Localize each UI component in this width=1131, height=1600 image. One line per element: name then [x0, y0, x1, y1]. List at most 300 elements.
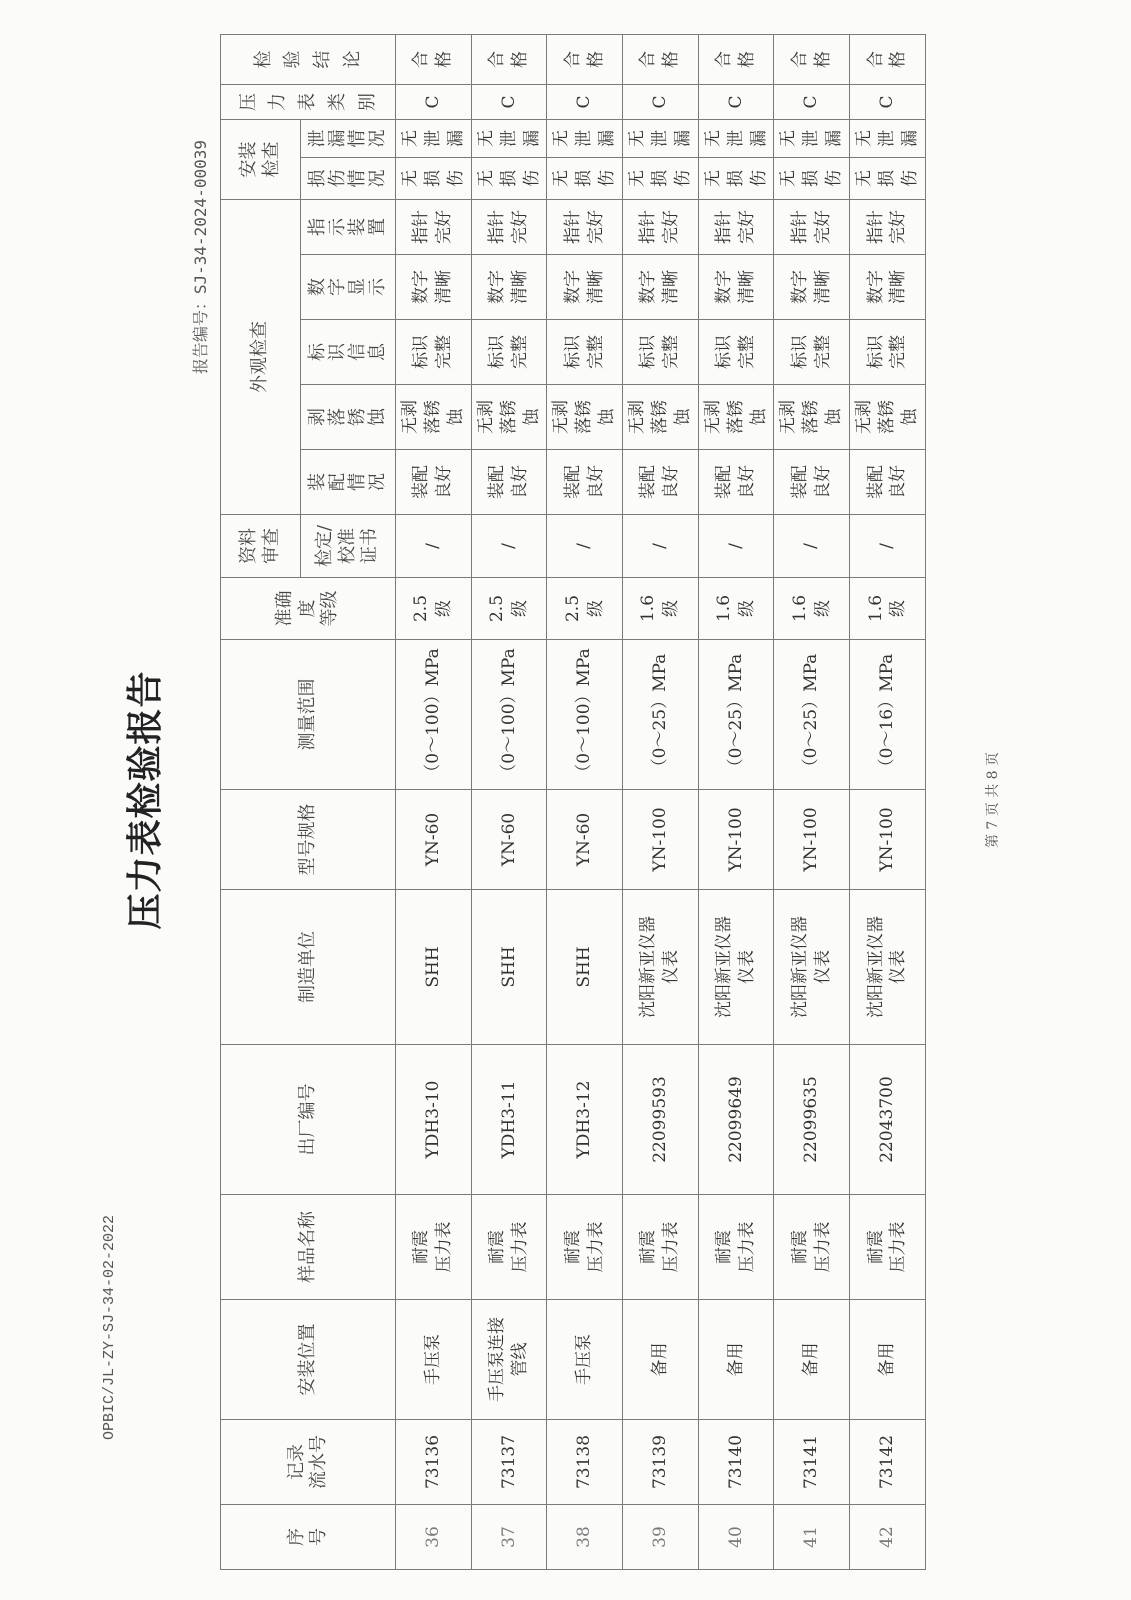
header-manufacturer: [221, 890, 396, 1045]
sample-name-value: 耐震 压力表: [789, 1221, 833, 1273]
table-header: [221, 34, 396, 1569]
assembly-value: 装配良好: [714, 465, 758, 499]
damage-value: 无损伤: [854, 169, 920, 187]
cell-leakage: [850, 119, 926, 157]
cell-damage: [471, 157, 547, 199]
cell-sample-name: [396, 1195, 472, 1300]
cell-factory-number: [471, 1045, 547, 1195]
header-assembly-text: 装配情况: [306, 473, 389, 492]
page-footer: 第 7 页 共 8 页: [985, 751, 1001, 849]
cell-model-spec: [623, 790, 699, 890]
cell-install-location: [396, 1300, 472, 1420]
cell-conclusion: [774, 34, 850, 84]
damage-value: 无损伤: [475, 169, 542, 187]
header-gauge-category-text: 压力表类别: [237, 92, 378, 111]
cell-accuracy-class: [850, 578, 926, 640]
header-model-spec-text: 型号规格: [296, 803, 318, 876]
cell-certificate: [698, 515, 774, 578]
factory-number-value: YDH3-12: [574, 1080, 595, 1159]
manufacturer-value: SHH: [422, 946, 443, 988]
conclusion-value: 合格: [411, 50, 455, 68]
model-spec-value: YN-100: [649, 807, 670, 872]
marking-value: 标识完整: [865, 335, 909, 369]
cell-indicator: [547, 199, 623, 254]
header-document-review-text: 资料审查: [238, 528, 282, 565]
header-sample-name-text: 样品名称: [296, 1211, 318, 1283]
cell-model-spec: [471, 790, 547, 890]
cell-record-number: [623, 1420, 699, 1505]
conclusion-value: 合格: [487, 50, 531, 68]
cell-certificate: [623, 515, 699, 578]
header-leakage-text: 泄漏情况: [306, 129, 389, 148]
gauge-category-value: C: [498, 95, 519, 109]
cell-record-number: [471, 1420, 547, 1505]
cell-gauge-category: [547, 84, 623, 119]
digit-display-value: 数字清晰: [714, 270, 758, 304]
conclusion-value: 合格: [865, 50, 909, 68]
cell-gauge-category: [623, 84, 699, 119]
measuring-range-value: （0～100）MPa: [422, 648, 443, 781]
header-install-location: [221, 1300, 396, 1420]
model-spec-value: YN-100: [877, 807, 897, 872]
sample-name-value: 耐震 压力表: [865, 1221, 909, 1273]
marking-value: 标识完整: [789, 335, 833, 369]
cell-indicator: [623, 199, 699, 254]
marking-value: 标识完整: [411, 335, 455, 369]
cell-peeling-rust: [471, 385, 547, 450]
digit-display-value: 数字清晰: [487, 270, 531, 304]
manufacturer-value: SHH: [498, 946, 519, 988]
cell-digit-display: [623, 255, 699, 320]
damage-value: 无损伤: [702, 169, 769, 187]
cell-factory-number: [774, 1045, 850, 1195]
digit-display-value: 数字清晰: [411, 270, 455, 304]
measuring-range-value: （0～16）MPa: [877, 653, 897, 776]
cell-record-number: [850, 1420, 926, 1505]
cell-assembly: [774, 450, 850, 515]
header-appearance-check-text: 外观检查: [249, 320, 271, 393]
table-row: [471, 34, 547, 1569]
cell-leakage: [623, 119, 699, 157]
header-document-review: [221, 515, 301, 578]
peeling-rust-value: 无剥落锈蚀: [778, 400, 845, 434]
cell-assembly: [396, 450, 472, 515]
cell-measuring-range: [396, 640, 472, 790]
conclusion-value: 合格: [562, 50, 606, 68]
cell-leakage: [547, 119, 623, 157]
table-body: [396, 34, 926, 1569]
cell-conclusion: [396, 34, 472, 84]
install-location-value: 手压泵连接管线: [487, 1317, 531, 1402]
cell-record-number: [774, 1420, 850, 1505]
model-spec-value: YN-60: [498, 812, 519, 867]
cell-indicator: [774, 199, 850, 254]
sample-name-value: 耐震 压力表: [487, 1221, 531, 1273]
indicator-value: 指针完好: [487, 209, 531, 244]
header-accuracy-class-text: 准确 度 等级: [274, 590, 341, 627]
cell-gauge-category: [471, 84, 547, 119]
leakage-value: 无泄漏: [627, 129, 693, 147]
gauge-category-value: C: [801, 95, 822, 109]
indicator-value: 指针完好: [865, 209, 909, 244]
cell-digit-display: [547, 255, 623, 320]
certificate-value: /: [649, 543, 670, 549]
cell-record-number: [547, 1420, 623, 1505]
cell-assembly: [850, 450, 926, 515]
peeling-rust-value: 无剥落锈蚀: [475, 400, 542, 434]
gauge-category-value: C: [574, 95, 595, 109]
cell-marking: [623, 320, 699, 385]
cell-measuring-range: [547, 640, 623, 790]
leakage-value: 无泄漏: [702, 129, 769, 147]
leakage-value: 无泄漏: [399, 129, 466, 147]
header-serial-no-text: 序号: [285, 1528, 329, 1547]
measuring-range-value: （0～100）MPa: [574, 648, 595, 781]
manufacturer-value: 沈阳新亚仪器仪表: [789, 916, 833, 1018]
cell-damage: [698, 157, 774, 199]
cell-peeling-rust: [396, 385, 472, 450]
digit-display-value: 数字清晰: [562, 270, 606, 304]
cell-serial-no: [698, 1505, 774, 1570]
table-row: [698, 34, 774, 1569]
cell-gauge-category: [396, 84, 472, 119]
measuring-range-value: （0～100）MPa: [498, 648, 519, 781]
cell-certificate: [471, 515, 547, 578]
peeling-rust-value: 无剥落锈蚀: [551, 400, 618, 434]
table-row: [547, 34, 623, 1569]
model-spec-value: YN-60: [422, 812, 443, 867]
cell-accuracy-class: [698, 578, 774, 640]
certificate-value: /: [877, 543, 897, 549]
conclusion-value: 合格: [789, 50, 833, 68]
cell-install-location: [698, 1300, 774, 1420]
serial-no-value: 39: [649, 1526, 670, 1548]
manufacturer-value: SHH: [574, 946, 595, 988]
header-peeling-rust: [301, 385, 396, 450]
cell-gauge-category: [850, 84, 926, 119]
assembly-value: 装配良好: [638, 465, 682, 499]
cell-assembly: [623, 450, 699, 515]
header-indicator-text: 指示装置: [306, 218, 389, 236]
factory-number-value: YDH3-11: [498, 1080, 519, 1159]
header-sample-name: [221, 1195, 396, 1300]
record-number-value: 73139: [649, 1434, 670, 1490]
cell-digit-display: [396, 255, 472, 320]
header-model-spec: [221, 790, 396, 890]
header-indicator: [301, 199, 396, 254]
page-title: 压力表检验报告: [124, 670, 166, 930]
model-spec-value: YN-100: [801, 807, 822, 872]
header-assembly: [301, 450, 396, 515]
assembly-value: 装配良好: [487, 465, 531, 499]
header-manufacturer-text: 制造单位: [296, 931, 318, 1003]
cell-factory-number: [623, 1045, 699, 1195]
accuracy-class-value: 1.6级: [638, 594, 682, 623]
header-digit-display-text: 数字显示: [306, 278, 389, 297]
cell-manufacturer: [396, 890, 472, 1045]
cell-measuring-range: [698, 640, 774, 790]
install-location-value: 备用: [649, 1342, 670, 1377]
indicator-value: 指针完好: [411, 209, 455, 244]
serial-no-value: 42: [877, 1526, 897, 1548]
manufacturer-value: 沈阳新亚仪器仪表: [714, 916, 758, 1018]
cell-sample-name: [698, 1195, 774, 1300]
digit-display-value: 数字清晰: [789, 270, 833, 304]
conclusion-value: 合格: [714, 50, 758, 68]
header-conclusion: [221, 34, 396, 84]
cell-gauge-category: [698, 84, 774, 119]
install-location-value: 手压泵: [422, 1334, 443, 1385]
certificate-value: /: [725, 543, 746, 549]
header-certificate-text: 检定/ 校准 证书: [314, 524, 381, 568]
header-install-check-text: 安装检查: [238, 141, 282, 178]
cell-serial-no: [471, 1505, 547, 1570]
model-spec-value: YN-100: [725, 807, 746, 872]
cell-marking: [471, 320, 547, 385]
measuring-range-value: （0～25）MPa: [801, 653, 822, 776]
cell-certificate: [396, 515, 472, 578]
digit-display-value: 数字清晰: [638, 270, 682, 304]
factory-number-value: YDH3-10: [422, 1080, 443, 1159]
sample-name-value: 耐震 压力表: [562, 1221, 606, 1273]
cell-digit-display: [698, 255, 774, 320]
gauge-category-value: C: [422, 95, 443, 109]
header-leakage: [301, 119, 396, 157]
cell-indicator: [850, 199, 926, 254]
header-accuracy-class: [221, 578, 396, 640]
cell-marking: [774, 320, 850, 385]
record-number-value: 73137: [498, 1434, 519, 1490]
leakage-value: 无泄漏: [778, 129, 845, 147]
header-certificate: [301, 515, 396, 578]
marking-value: 标识完整: [714, 335, 758, 369]
certificate-value: /: [801, 543, 822, 549]
cell-assembly: [471, 450, 547, 515]
header-row-top: [221, 34, 301, 1569]
cell-digit-display: [774, 255, 850, 320]
header-measuring-range: [221, 640, 396, 790]
assembly-value: 装配良好: [789, 465, 833, 499]
cell-sample-name: [547, 1195, 623, 1300]
marking-value: 标识完整: [638, 335, 682, 369]
measuring-range-value: （0～25）MPa: [725, 653, 746, 776]
record-number-value: 73142: [877, 1434, 897, 1490]
leakage-value: 无泄漏: [854, 129, 920, 147]
indicator-value: 指针完好: [714, 209, 758, 244]
record-number-value: 73138: [574, 1434, 595, 1490]
serial-no-value: 41: [801, 1526, 822, 1548]
cell-serial-no: [547, 1505, 623, 1570]
cell-damage: [396, 157, 472, 199]
serial-no-value: 40: [725, 1526, 746, 1548]
table-row: [850, 34, 926, 1569]
header-serial-no: [221, 1505, 396, 1570]
cell-indicator: [471, 199, 547, 254]
cell-manufacturer: [850, 890, 926, 1045]
cell-measuring-range: [850, 640, 926, 790]
cell-serial-no: [774, 1505, 850, 1570]
cell-model-spec: [850, 790, 926, 890]
header-damage: [301, 157, 396, 199]
header-factory-number-text: 出厂编号: [296, 1083, 318, 1156]
serial-no-value: 37: [498, 1526, 519, 1548]
cell-install-location: [471, 1300, 547, 1420]
conclusion-value: 合格: [638, 50, 682, 68]
header-measuring-range-text: 测量范围: [296, 678, 318, 751]
leakage-value: 无泄漏: [475, 129, 542, 147]
cell-install-location: [547, 1300, 623, 1420]
peeling-rust-value: 无剥落锈蚀: [702, 400, 769, 434]
record-number-value: 73141: [801, 1434, 822, 1490]
factory-number-value: 22099635: [801, 1076, 822, 1163]
cell-digit-display: [471, 255, 547, 320]
cell-manufacturer: [698, 890, 774, 1045]
assembly-value: 装配良好: [865, 465, 909, 499]
indicator-value: 指针完好: [789, 209, 833, 244]
accuracy-class-value: 1.6级: [865, 594, 909, 623]
table-row: [623, 34, 699, 1569]
cell-model-spec: [396, 790, 472, 890]
cell-peeling-rust: [623, 385, 699, 450]
measuring-range-value: （0～25）MPa: [649, 653, 670, 776]
digit-display-value: 数字清晰: [865, 270, 909, 304]
cell-accuracy-class: [396, 578, 472, 640]
cell-conclusion: [471, 34, 547, 84]
cell-damage: [547, 157, 623, 199]
cell-assembly: [698, 450, 774, 515]
cell-record-number: [698, 1420, 774, 1505]
cell-install-location: [850, 1300, 926, 1420]
accuracy-class-value: 2.5级: [562, 594, 606, 623]
marking-value: 标识完整: [487, 335, 531, 369]
cell-manufacturer: [774, 890, 850, 1045]
install-location-value: 备用: [725, 1342, 746, 1377]
cell-peeling-rust: [698, 385, 774, 450]
serial-no-value: 36: [422, 1526, 443, 1548]
header-peeling-rust-text: 剥落锈蚀: [306, 408, 389, 427]
gauge-category-value: C: [877, 95, 897, 109]
damage-value: 无损伤: [627, 169, 693, 187]
certificate-value: /: [574, 543, 595, 549]
header-conclusion-text: 检验结论: [252, 50, 363, 69]
cell-manufacturer: [471, 890, 547, 1045]
cell-measuring-range: [471, 640, 547, 790]
cell-conclusion: [547, 34, 623, 84]
cell-factory-number: [547, 1045, 623, 1195]
manufacturer-value: 沈阳新亚仪器仪表: [865, 916, 909, 1018]
header-marking-text: 标识信息: [306, 343, 389, 362]
damage-value: 无损伤: [551, 169, 618, 187]
cell-sample-name: [471, 1195, 547, 1300]
install-location-value: 备用: [801, 1342, 822, 1377]
cell-damage: [774, 157, 850, 199]
sample-name-value: 耐震 压力表: [638, 1221, 682, 1273]
cell-marking: [396, 320, 472, 385]
cell-marking: [698, 320, 774, 385]
factory-number-value: 22043700: [877, 1076, 897, 1163]
cell-gauge-category: [774, 84, 850, 119]
accuracy-class-value: 1.6级: [789, 594, 833, 623]
peeling-rust-value: 无剥落锈蚀: [627, 400, 693, 434]
cell-manufacturer: [547, 890, 623, 1045]
manufacturer-value: 沈阳新亚仪器仪表: [638, 916, 682, 1018]
accuracy-class-value: 2.5级: [411, 594, 455, 623]
gauge-category-value: C: [725, 95, 746, 109]
header-install-check: [221, 119, 301, 199]
cell-marking: [850, 320, 926, 385]
header-factory-number: [221, 1045, 396, 1195]
cell-accuracy-class: [774, 578, 850, 640]
cell-install-location: [623, 1300, 699, 1420]
cell-factory-number: [698, 1045, 774, 1195]
cell-marking: [547, 320, 623, 385]
certificate-value: /: [498, 543, 519, 549]
cell-leakage: [774, 119, 850, 157]
cell-peeling-rust: [547, 385, 623, 450]
accuracy-class-value: 1.6级: [714, 594, 758, 623]
cell-indicator: [698, 199, 774, 254]
cell-serial-no: [623, 1505, 699, 1570]
header-digit-display: [301, 255, 396, 320]
certificate-value: /: [422, 543, 443, 549]
peeling-rust-value: 无剥落锈蚀: [854, 400, 920, 434]
damage-value: 无损伤: [778, 169, 845, 187]
cell-accuracy-class: [547, 578, 623, 640]
peeling-rust-value: 无剥落锈蚀: [399, 400, 466, 434]
cell-damage: [623, 157, 699, 199]
indicator-value: 指针完好: [638, 209, 682, 244]
cell-install-location: [774, 1300, 850, 1420]
cell-leakage: [471, 119, 547, 157]
cell-accuracy-class: [623, 578, 699, 640]
marking-value: 标识完整: [562, 335, 606, 369]
gauge-category-value: C: [649, 95, 670, 109]
cell-conclusion: [698, 34, 774, 84]
cell-damage: [850, 157, 926, 199]
cell-leakage: [396, 119, 472, 157]
cell-conclusion: [623, 34, 699, 84]
cell-conclusion: [850, 34, 926, 84]
record-number-value: 73136: [422, 1434, 443, 1490]
model-spec-value: YN-60: [574, 812, 595, 867]
cell-record-number: [396, 1420, 472, 1505]
cell-factory-number: [396, 1045, 472, 1195]
factory-number-value: 22099593: [649, 1076, 670, 1163]
cell-model-spec: [774, 790, 850, 890]
record-number-value: 73140: [725, 1434, 746, 1490]
cell-sample-name: [850, 1195, 926, 1300]
serial-no-value: 38: [574, 1526, 595, 1548]
header-record-number: [221, 1420, 396, 1505]
cell-certificate: [774, 515, 850, 578]
header-gauge-category: [221, 84, 396, 119]
install-location-value: 备用: [877, 1342, 897, 1377]
sample-name-value: 耐震 压力表: [714, 1221, 758, 1273]
cell-accuracy-class: [471, 578, 547, 640]
cell-model-spec: [547, 790, 623, 890]
cell-serial-no: [850, 1505, 926, 1570]
cell-assembly: [547, 450, 623, 515]
cell-measuring-range: [623, 640, 699, 790]
assembly-value: 装配良好: [411, 465, 455, 499]
sample-name-value: 耐震 压力表: [411, 1221, 455, 1273]
indicator-value: 指针完好: [562, 209, 606, 244]
accuracy-class-value: 2.5级: [487, 594, 531, 623]
cell-certificate: [850, 515, 926, 578]
cell-sample-name: [774, 1195, 850, 1300]
cell-measuring-range: [774, 640, 850, 790]
factory-number-value: 22099649: [725, 1076, 746, 1163]
